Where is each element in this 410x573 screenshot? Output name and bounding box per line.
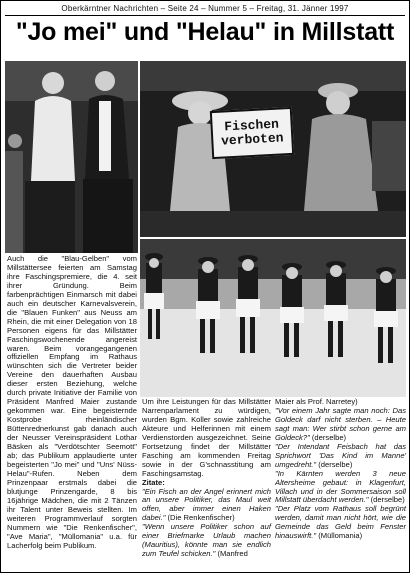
article-column-3 [275, 398, 406, 541]
zitate-heading: Zitate: [142, 477, 165, 487]
column-3-lead: Maier als Prof. Narretey) [275, 397, 358, 406]
article-column-2 [142, 398, 271, 559]
photo-prinzengarde-scene [140, 239, 406, 397]
fishing-forbidden-sign [210, 107, 294, 159]
quote-goldeck-source: (derselbe) [309, 432, 347, 442]
photo-speakers [5, 61, 138, 253]
masthead: Oberkärntner Nachrichten – Seite 24 – Nummer 5 – Freitag, 31. Jänner 1997 [61, 4, 349, 13]
photo-speakers-scene [5, 61, 138, 253]
quote-rathaus-source: (Müllomania) [316, 531, 363, 541]
photo-prinzengarde [140, 239, 406, 397]
sign-line-2: verboten [220, 130, 284, 149]
headline: "Jo mei" und "Helau" in Millstatt [15, 18, 395, 46]
quote-renkenfischer: "Ein Fisch an der Angel erinnert mich an unsere Politiker, das Maul weit offen, aber immer einen Haken dabei." [142, 486, 271, 523]
quote-altersheime: "In Kärnten werden 3 neue Altersheime gebaut: in Klagenfurt, Villach und in der Sommersaison soll Millstatt überdacht werden." [275, 468, 406, 505]
sign-line-1: Fischen [223, 116, 280, 135]
column-2-text: Um ihre Leistungen für das Millstätter Narrenparlament zu würdigen, wurden Bgm. Koller sowie zahlreiche Akteure und Helferinnen mit einem Verdienstorden ausgezeichnet. Seine Fortsetzung findet der Millstätter Fasching am kommenden Freitag sowie in der G'schnasstitung am Faschingsamstag. [142, 397, 271, 478]
quote-rathaus: "Der Platz vom Rathaus soll begrünt werden, damit man nicht hört, wie die Gemeinde das Geld beim Fenster hinauswirft." [275, 504, 406, 541]
photo-fishermen [140, 61, 406, 237]
article-column-1: Auch die "Blau-Gelben" vom Millstättersee feierten am Samstag ihre Faschingspremiere, die 4. seit ihrer Gründung. Beim farbenprächtigen Einmarsch mit dabei auch ein deutscher Karnevalsverein, die "Blauen Funken" aus Neuss am Rhein, die mit einer Delegation von 18 Personen eigens für das Millstätter Faschingswochenende angereist waren. Beim vorangegangenen offiziellen Empfang im Rathaus wünschten sich die Vertreter beider Vereine den dauerhaften Ausbau dieser ersten Beziehung, welche durch private Initiative der Familie von Präsident Manfred Maier zustande gekommen war. Eine begeisternde Kostprobe rheinländischer Büttenrednerkunst gab danach auch der Neusser Vereinspräsident Lothar Bäsken als "Verdötschter Seemott" ab; das Publikum applaudierte unter begeisterten "Jo mei" und "Uns' Nüss-Helau"-Rufen. Neben dem Prinzenpaar erstmals dabei die blutjunge Prinzengarde, 8 bis 16jährige Mädchen, die mit 2 Tänzen ihr Talent unter Beweis stellten. Im weiteren Programmverlauf sorgten Nummern wie "Die Renkenfischer", "Ave Maria", "Müllomania" u.a. für Lacherfolg beim Publikum. [7, 254, 137, 550]
quote-intendant-source: (derselbe) [316, 459, 353, 469]
quote-altersheime-source: (derselbe) [368, 495, 405, 505]
quote-goldeck: "Vor einem Jahr sagte man noch: Das Goldeck darf nicht sterben. – Heute sagt man: Wer stirbt schon gerne am Goldeck?" [275, 405, 406, 442]
header-rule [5, 15, 405, 16]
quote-intendant: "Der Intendant Feisbach hat das Sprichwort 'Das Kind im Manne' umgedreht." [275, 441, 406, 469]
quote-renkenfischer-source: (Die Renkenfischer) [165, 513, 235, 523]
quote-briefmarke: "Wenn unsere Politiker schon auf einer Briefmarke Urlaub machen (Mauritius), könnte man sie endlich zum Teufel schicken." [142, 522, 271, 559]
quote-briefmarke-source: (Manfred [215, 549, 248, 559]
